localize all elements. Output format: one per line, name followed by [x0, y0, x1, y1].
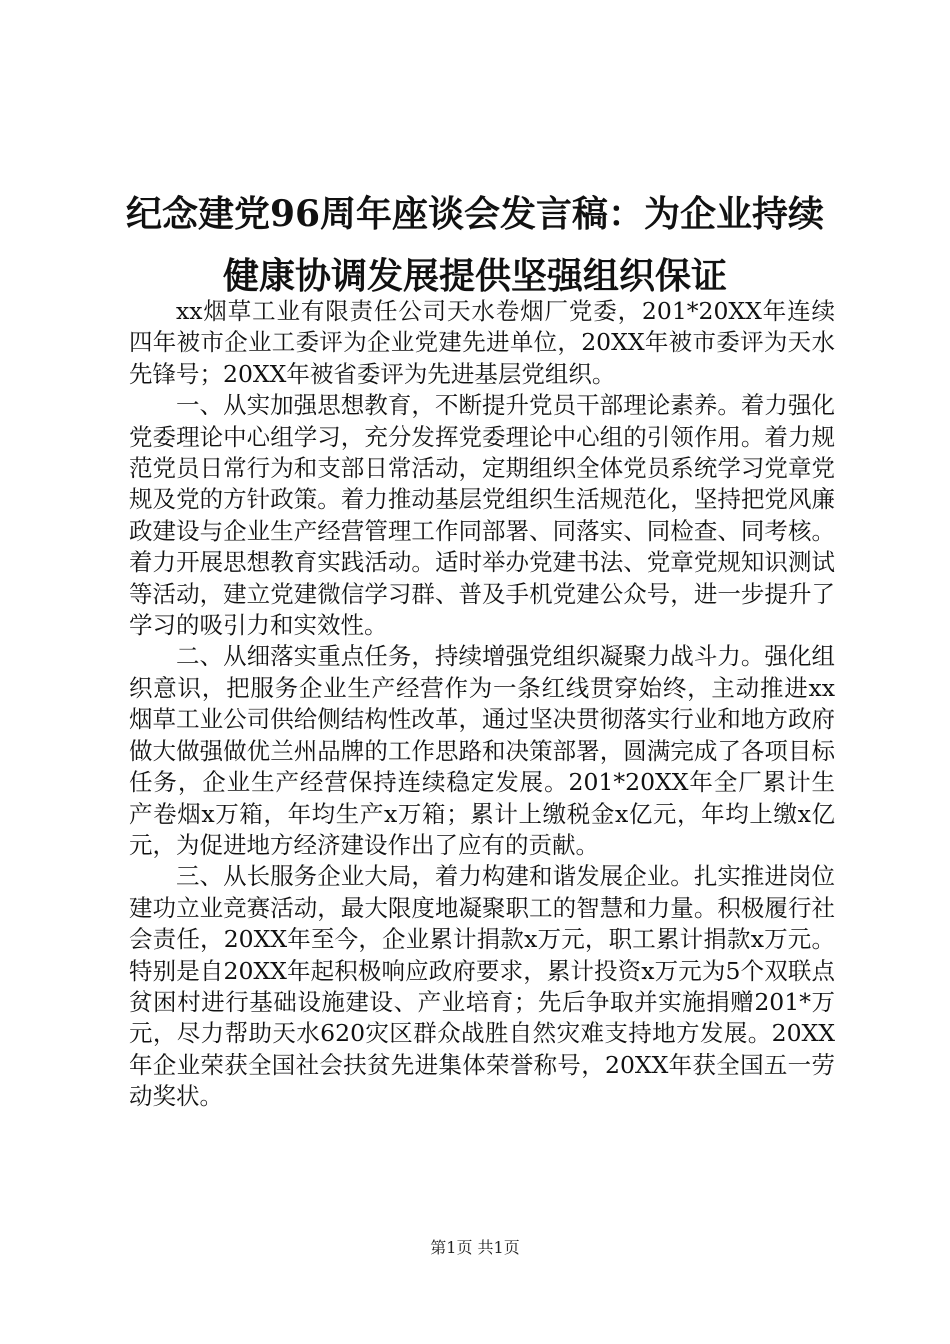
section-one-paragraph: 一、从实加强思想教育，不断提升党员干部理论素养。着力强化党委理论中心组学习，充分发挥党委理论中心组的引领作用。着力规范党员日常行为和支部日常活动，定期组织全体党员系统学习党章党规及党的方针政策。着力推动基层党组织生活规范化，坚持把党风廉政建设与企业生产经营管理工作同部署、同落实、同检查、同考核。着力开展思想教育实践活动。适时举办党建书法、党章党规知识测试等活动，建立党建微信学习群、普及手机党建公众号，进一步提升了学习的吸引力和实效性。	[129, 391, 835, 640]
section-two-paragraph: 二、从细落实重点任务，持续增强党组织凝聚力战斗力。强化组织意识，把服务企业生产经营作为一条红线贯穿始终，主动推进xx烟草工业公司供给侧结构性改革，通过坚决贯彻落实行业和地方政府做大做强做优兰州品牌的工作思路和决策部署，圆满完成了各项目标任务，企业生产经营保持连续稳定发展。201*20XX年全厂累计生产卷烟x万箱，年均生产x万箱；累计上缴税金x亿元，年均上缴x亿元，为促进地方经济建设作出了应有的贡献。	[129, 642, 835, 859]
title-line-1: 纪念建党96周年座谈会发言稿：为企业持续	[125, 193, 825, 235]
document-title	[100, 183, 850, 307]
title-line-2: 健康协调发展提供坚强组织保证	[222, 255, 727, 297]
page-number-footer: 第1页 共1页	[430, 1238, 520, 1257]
intro-paragraph: xx烟草工业有限责任公司天水卷烟厂党委，201*20XX年连续四年被市企业工委评为企业党建先进单位，20XX年被市委评为天水先锋号；20XX年被省委评为先进基层党组织。	[129, 297, 835, 388]
document-body	[129, 296, 835, 1113]
section-three-paragraph: 三、从长服务企业大局，着力构建和谐发展企业。扎实推进岗位建功立业竞赛活动，最大限度地凝聚职工的智慧和力量。积极履行社会责任，20XX年至今，企业累计捐款x万元，职工累计捐款x万元。特别是自20XX年起积极响应政府要求，累计投资x万元为5个双联点贫困村进行基础设施建设、产业培育；先后争取并实施捐赠201*万元，尽力帮助天水620灾区群众战胜自然灾难支持地方发展。20XX年企业荣获全国社会扶贫先进集体荣誉称号，20XX年获全国五一劳动奖状。	[129, 862, 835, 1111]
